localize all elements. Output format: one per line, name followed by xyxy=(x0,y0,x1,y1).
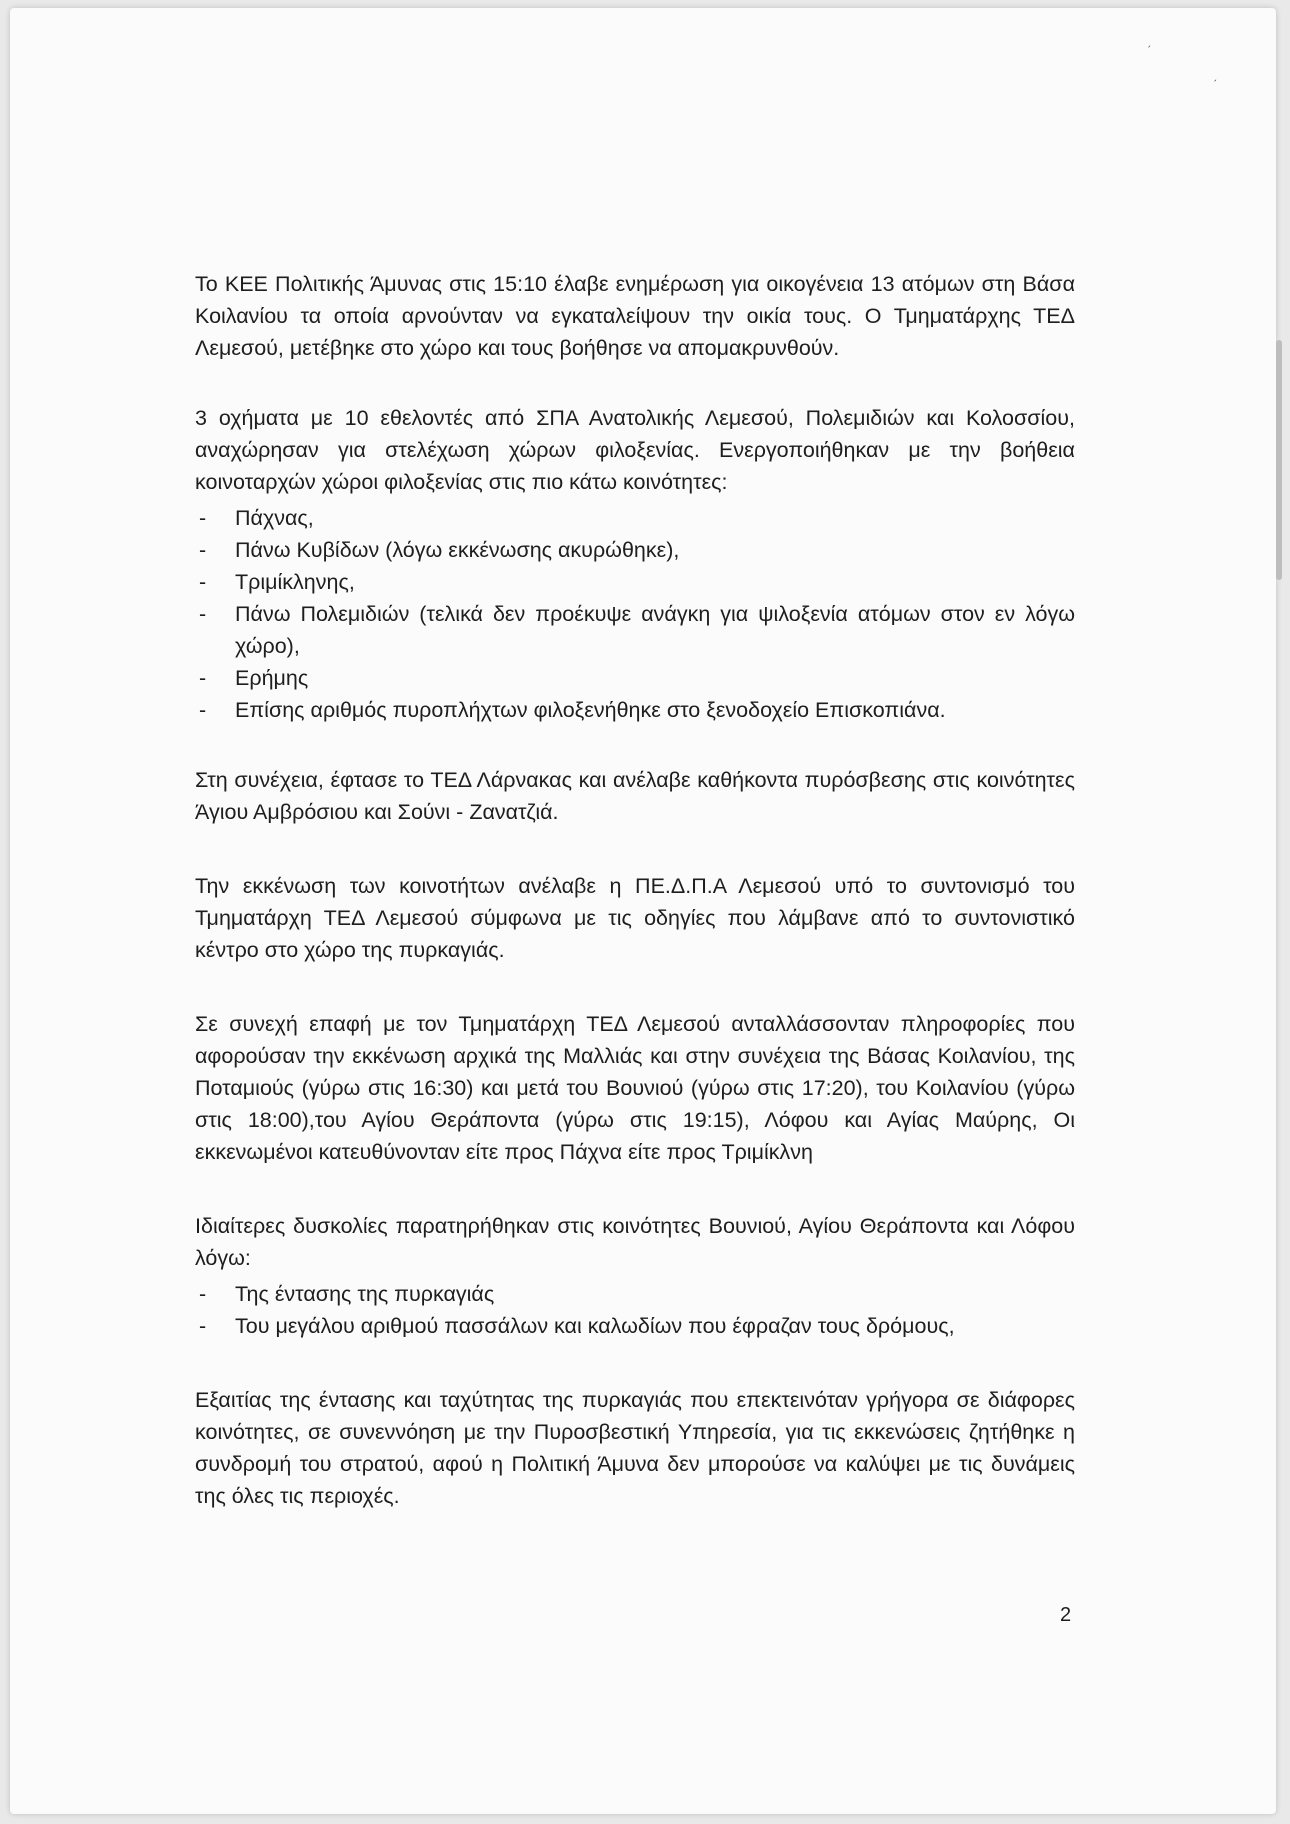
list-item-text: Της έντασης της πυρκαγιάς xyxy=(235,1282,495,1306)
paragraph: Ιδιαίτερες δυσκολίες παρατηρήθηκαν στις κοινότητες Βουνιού, Αγίου Θεράποντα και Λόφου λόγω: xyxy=(195,1214,1075,1270)
list-item-text: Πάνω Κυβίδων (λόγω εκκένωσης ακυρώθηκε), xyxy=(235,538,680,562)
list-marker: - xyxy=(199,698,207,722)
list-item xyxy=(195,566,1075,598)
scrollbar[interactable] xyxy=(1276,340,1282,580)
scan-speck: ˏ xyxy=(1213,68,1217,82)
document-body xyxy=(195,268,1075,1512)
paragraph: 3 οχήματα με 10 εθελοντές από ΣΠΑ Ανατολικής Λεμεσού, Πολεμιδιών και Κολοσσίου, αναχώρησαν για στελέχωση χώρων φιλοξενίας. Ενεργοποιήθηκαν με την βοήθεια κοινοταρχών χώροι φιλοξενίας στις πιο κάτω κοινότητες: xyxy=(195,406,1075,494)
list-item-text: Πάχνας, xyxy=(235,506,314,530)
list-item xyxy=(195,1310,1075,1342)
list-marker: - xyxy=(199,602,207,626)
scan-speck: ˏ xyxy=(1147,34,1151,48)
paragraph: Εξαιτίας της έντασης και ταχύτητας της πυρκαγιάς που επεκτεινόταν γρήγορα σε διάφορες κοινότητες, σε συνεννόηση με την Πυροσβεστική Υπηρεσία, για τις εκκενώσεις ζητήθηκε η συνδρομή του στρατού, αφού η Πολιτική Άμυνα δεν μπορούσε να καλύψει με τις δυνάμεις της όλες τις περιοχές. xyxy=(195,1388,1075,1508)
list-item-text: Τριμίκληνης, xyxy=(235,570,355,594)
list-item xyxy=(195,662,1075,694)
difficulty-list xyxy=(195,1278,1075,1342)
page-number: 2 xyxy=(1060,1604,1072,1626)
paragraph: Την εκκένωση των κοινοτήτων ανέλαβε η ΠΕ.Δ.Π.Α Λεμεσού υπό το συντονισμό του Τμηματάρχη ΤΕΔ Λεμεσού σύμφωνα με τις οδηγίες που λάμβανε από το συντονιστικό κέντρο στο χώρο της πυρκαγιάς. xyxy=(195,874,1075,962)
list-item xyxy=(195,534,1075,566)
list-item-text: Ερήμης xyxy=(235,666,309,690)
list-item xyxy=(195,694,1075,726)
list-item-text: Του μεγάλου αριθμού πασσάλων και καλωδίων που έφραζαν τους δρόμους, xyxy=(235,1314,955,1338)
paragraph: Σε συνεχή επαφή με τον Τμηματάρχη ΤΕΔ Λεμεσού ανταλλάσσονταν πληροφορίες που αφορούσαν την εκκένωση αρχικά της Μαλλιάς και στην συνέχεια της Βάσας Κοιλανίου, της Ποταμιούς (γύρω στις 16:30) και μετά του Βουνιού (γύρω στις 17:20), του Κοιλανίου (γύρω στις 18:00),του Αγίου Θεράποντα (γύρω στις 19:15), Λόφου και Αγίας Μαύρης, Οι εκκενωμένοι κατευθύνονταν είτε προς Πάχνα είτε προς Τριμίκλνη xyxy=(195,1012,1075,1164)
list-item-text: Επίσης αριθμός πυροπλήχτων φιλοξενήθηκε στο ξενοδοχείο Επισκοπιάνα. xyxy=(235,698,946,722)
paragraph: Το ΚΕΕ Πολιτικής Άμυνας στις 15:10 έλαβε ενημέρωση για οικογένεια 13 ατόμων στη Βάσα Κοιλανίου τα οποία αρνούνταν να εγκαταλείψουν την οικία τους. Ο Τμηματάρχης ΤΕΔ Λεμεσού, μετέβηκε στο χώρο και τους βοήθησε να απομακρυνθούν. xyxy=(195,272,1075,360)
list-marker: - xyxy=(199,506,207,530)
list-item xyxy=(195,502,1075,534)
list-item-text: Πάνω Πολεμιδιών (τελικά δεν προέκυψε ανάγκη για ψιλοξενία ατόμων στον εν λόγω χώρο), xyxy=(235,602,1075,658)
list-marker: - xyxy=(199,538,207,562)
list-item xyxy=(195,1278,1075,1310)
paragraph: Στη συνέχεια, έφτασε το ΤΕΔ Λάρνακας και ανέλαβε καθήκοντα πυρόσβεσης στις κοινότητες Άγιου Αμβρόσιου και Σούνι - Ζανατζιά. xyxy=(195,768,1075,824)
list-marker: - xyxy=(199,1282,207,1306)
list-marker: - xyxy=(199,1314,207,1338)
list-marker: - xyxy=(199,666,207,690)
shelter-list xyxy=(195,502,1075,726)
list-marker: - xyxy=(199,570,207,594)
list-item xyxy=(195,598,1075,662)
